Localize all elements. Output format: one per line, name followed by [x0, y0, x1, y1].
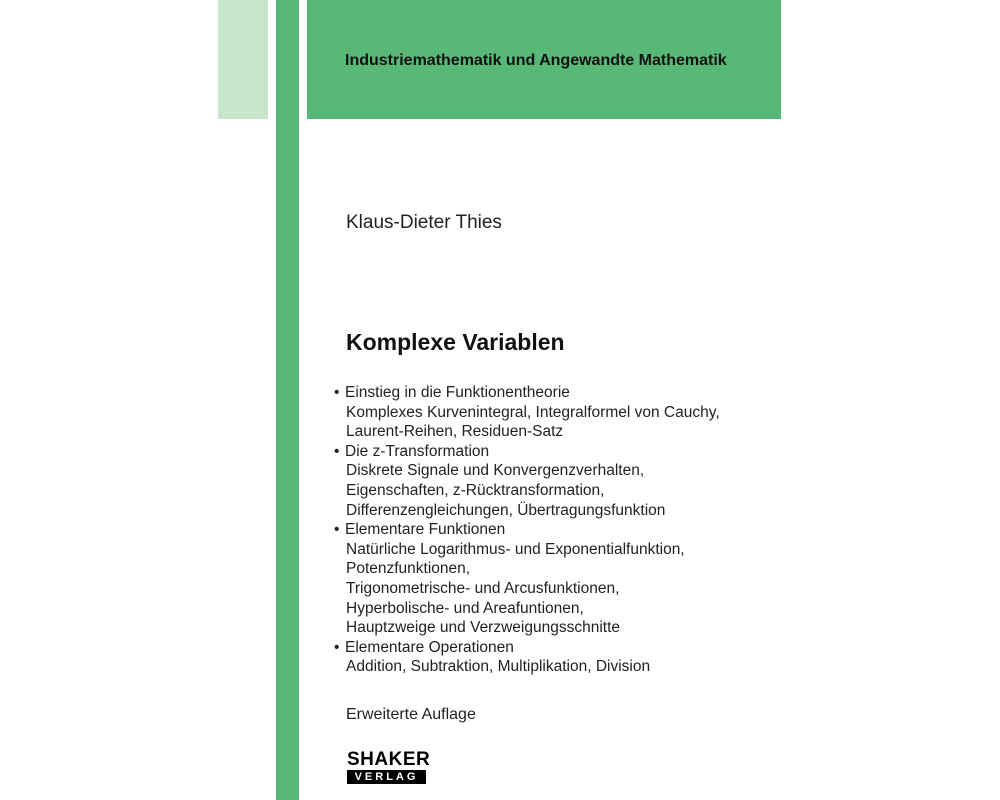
topic-line: Addition, Subtraktion, Multiplikation, Division [346, 658, 651, 676]
bullet-icon: • [334, 442, 340, 460]
edition-label: Erweiterte Auflage [346, 706, 476, 723]
topic-line: Hyperbolische- und Areafuntionen, [346, 599, 584, 617]
book-title: Komplexe Variablen [346, 329, 565, 355]
topic-line: Eigenschaften, z-Rücktransformation, [346, 481, 605, 499]
topic-heading-text: Elementare Operationen [345, 638, 514, 656]
topic-heading [334, 638, 774, 658]
topic-heading [334, 442, 774, 462]
topic-line: Natürliche Logarithmus- und Exponentialfunktion, [346, 540, 685, 558]
bullet-icon: • [334, 384, 340, 401]
topic-line: Potenzfunktionen, [346, 560, 471, 578]
bullet-icon: • [334, 521, 340, 539]
topic-line: Differenzengleichungen, Übertragungsfunktion [346, 501, 666, 519]
publisher-logo [347, 749, 431, 784]
topic-line: Komplexes Kurvenintegral, Integralformel von Cauchy, [346, 403, 720, 421]
topic-heading-text: Elementare Funktionen [345, 521, 506, 539]
publisher-name-top: SHAKER [347, 749, 431, 770]
topic-item [334, 638, 774, 677]
topic-item [334, 520, 774, 638]
bullet-icon: • [334, 638, 340, 656]
series-banner [307, 0, 781, 119]
series-title: Industriemathematik und Angewandte Mathematik [345, 52, 727, 69]
topic-heading-text: Einstieg in die Funktionentheorie [345, 384, 570, 401]
publisher-name-bottom: VERLAG [347, 770, 426, 784]
author-name: Klaus-Dieter Thies [346, 212, 502, 233]
topic-item [334, 442, 774, 520]
topic-heading [334, 520, 774, 540]
topic-line: Hauptzweige und Verzweigungsschnitte [346, 619, 621, 637]
topic-line: Laurent-Reihen, Residuen-Satz [346, 423, 564, 441]
topic-heading [334, 383, 774, 403]
topic-line: Trigonometrische- und Arcusfunktionen, [346, 579, 620, 597]
topic-item [334, 383, 774, 442]
topic-line: Diskrete Signale und Konvergenzverhalten, [346, 462, 645, 480]
green-spine-stripe [276, 0, 299, 800]
topic-list [334, 383, 774, 677]
pale-green-block [218, 0, 268, 119]
topic-heading-text: Die z-Transformation [345, 442, 490, 460]
